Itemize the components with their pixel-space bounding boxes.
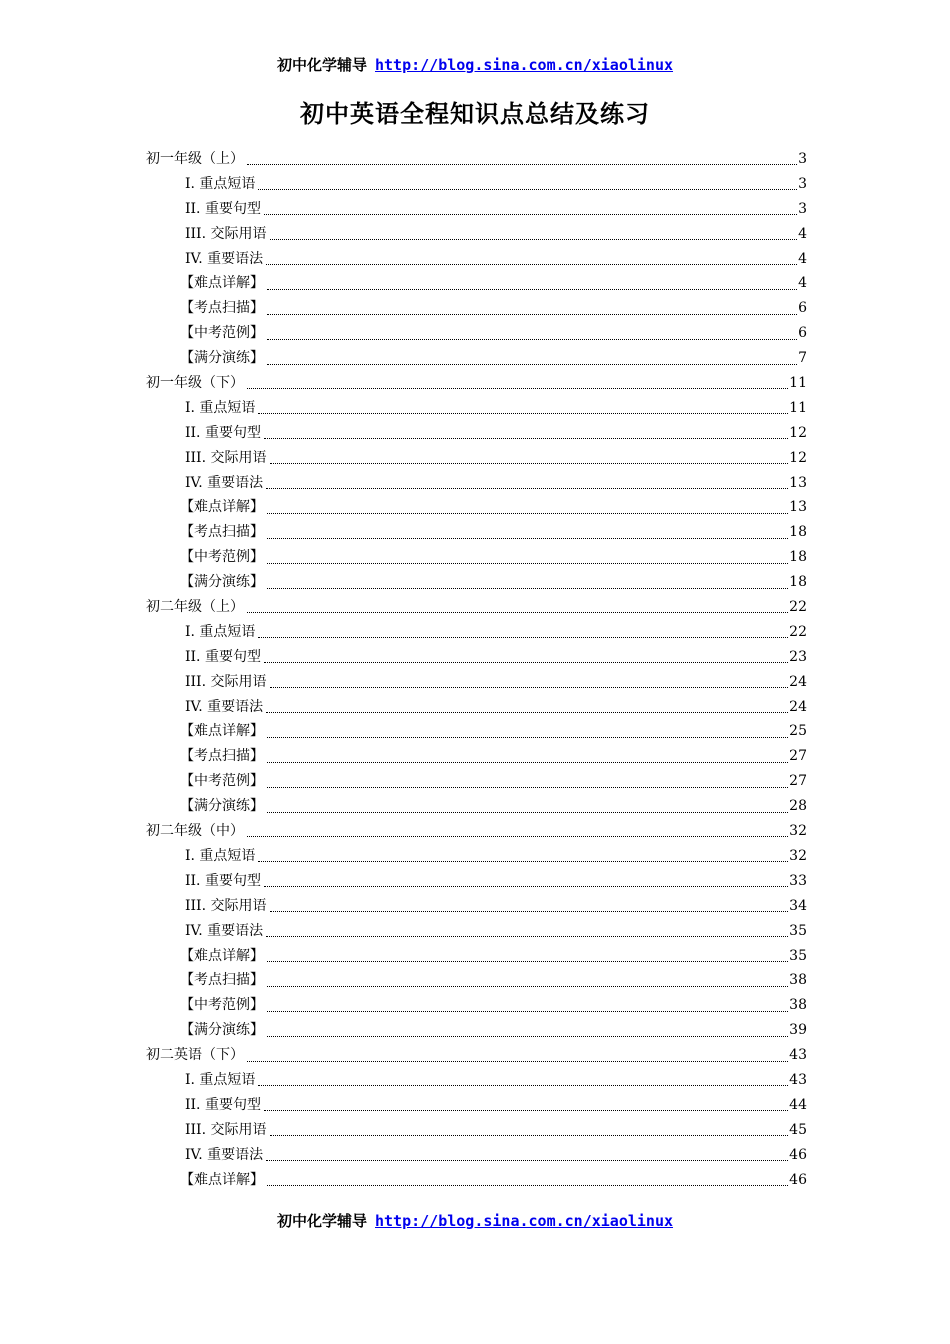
toc-leader-dots bbox=[258, 860, 788, 862]
toc-entry[interactable] bbox=[146, 1093, 807, 1118]
toc-entry-page: 12 bbox=[789, 424, 807, 441]
toc-entry-label: I. 重点短语 bbox=[185, 175, 256, 192]
toc-entry-label: II. 重要句型 bbox=[185, 872, 261, 889]
toc-entry-label: 初二年级（中） bbox=[146, 823, 244, 840]
toc-entry[interactable] bbox=[146, 396, 807, 421]
toc-entry[interactable] bbox=[146, 894, 807, 919]
toc-entry-page: 43 bbox=[789, 1071, 807, 1088]
toc-leader-dots bbox=[267, 537, 788, 539]
toc-entry-label: 【满分演练】 bbox=[180, 1022, 264, 1039]
toc-entry-label: II. 重要句型 bbox=[185, 1096, 261, 1113]
toc-entry-page: 11 bbox=[789, 375, 807, 392]
toc-leader-dots bbox=[264, 885, 788, 887]
toc-entry-label: 初一年级（下） bbox=[146, 375, 244, 392]
toc-entry-page: 32 bbox=[789, 823, 807, 840]
toc-leader-dots bbox=[258, 412, 788, 414]
toc-entry-page: 12 bbox=[789, 449, 807, 466]
toc-leader-dots bbox=[258, 1084, 788, 1086]
toc-entry-label: 【中考范例】 bbox=[180, 773, 264, 790]
toc-entry[interactable] bbox=[146, 197, 807, 222]
toc-entry[interactable] bbox=[146, 520, 807, 545]
toc-entry[interactable] bbox=[146, 222, 807, 247]
toc-entry-page: 11 bbox=[789, 399, 807, 416]
toc-entry-label: II. 重要句型 bbox=[185, 424, 261, 441]
toc-entry[interactable] bbox=[146, 371, 807, 396]
toc-entry-page: 13 bbox=[789, 474, 807, 491]
header-link[interactable]: http://blog.sina.com.cn/xiaolinux bbox=[375, 56, 674, 74]
toc-entry[interactable] bbox=[146, 296, 807, 321]
toc-leader-dots bbox=[267, 960, 788, 962]
toc-entry-page: 23 bbox=[789, 648, 807, 665]
toc-entry-page: 3 bbox=[798, 200, 807, 217]
toc-entry[interactable] bbox=[146, 471, 807, 496]
toc-entry-page: 22 bbox=[789, 623, 807, 640]
toc-entry-page: 3 bbox=[798, 175, 807, 192]
toc-entry[interactable] bbox=[146, 695, 807, 720]
toc-entry[interactable] bbox=[146, 670, 807, 695]
toc-entry-page: 4 bbox=[798, 275, 807, 292]
toc-entry[interactable] bbox=[146, 1143, 807, 1168]
toc-entry-label: 【中考范例】 bbox=[180, 549, 264, 566]
toc-leader-dots bbox=[266, 711, 788, 713]
toc-entry-page: 43 bbox=[789, 1047, 807, 1064]
toc-leader-dots bbox=[266, 935, 788, 937]
toc-leader-dots bbox=[267, 1184, 788, 1186]
toc-entry-label: 【考点扫描】 bbox=[180, 748, 264, 765]
toc-entry-page: 34 bbox=[789, 897, 807, 914]
toc-entry-label: IV. 重要语法 bbox=[185, 698, 264, 715]
toc-entry-page: 38 bbox=[789, 997, 807, 1014]
toc-entry-label: 【难点详解】 bbox=[180, 499, 264, 516]
header-text: 初中化学辅导 bbox=[276, 56, 367, 74]
toc-leader-dots bbox=[247, 835, 788, 837]
toc-entry-page: 18 bbox=[789, 524, 807, 541]
toc-leader-dots bbox=[270, 1134, 789, 1136]
toc-leader-dots bbox=[267, 811, 788, 813]
toc-entry-label: 【满分演练】 bbox=[180, 798, 264, 815]
toc-leader-dots bbox=[267, 786, 788, 788]
toc-entry-page: 22 bbox=[789, 599, 807, 616]
toc-entry[interactable] bbox=[146, 545, 807, 570]
toc-leader-dots bbox=[270, 238, 798, 240]
toc-entry-label: III. 交际用语 bbox=[185, 1121, 267, 1138]
toc-leader-dots bbox=[266, 263, 797, 265]
toc-entry-page: 25 bbox=[789, 723, 807, 740]
toc-entry[interactable] bbox=[146, 719, 807, 744]
toc-entry-page: 44 bbox=[789, 1096, 807, 1113]
page-footer bbox=[0, 1210, 950, 1231]
toc-entry[interactable] bbox=[146, 1118, 807, 1143]
toc-entry-label: 【考点扫描】 bbox=[180, 524, 264, 541]
toc-entry-page: 33 bbox=[789, 872, 807, 889]
toc-entry-page: 4 bbox=[798, 225, 807, 242]
toc-entry-label: III. 交际用语 bbox=[185, 449, 267, 466]
toc-entry-page: 45 bbox=[789, 1121, 807, 1138]
toc-entry-label: I. 重点短语 bbox=[185, 847, 256, 864]
toc-entry-page: 4 bbox=[798, 250, 807, 267]
toc-leader-dots bbox=[247, 611, 788, 613]
toc-leader-dots bbox=[270, 910, 789, 912]
toc-entry-page: 24 bbox=[789, 698, 807, 715]
toc-entry[interactable] bbox=[146, 645, 807, 670]
toc-leader-dots bbox=[267, 288, 797, 290]
toc-entry[interactable] bbox=[146, 446, 807, 471]
toc-leader-dots bbox=[247, 163, 797, 165]
toc-entry-label: 【难点详解】 bbox=[180, 275, 264, 292]
toc-entry[interactable] bbox=[146, 1018, 807, 1043]
toc-entry[interactable] bbox=[146, 247, 807, 272]
toc-entry-label: III. 交际用语 bbox=[185, 225, 267, 242]
toc-entry-page: 38 bbox=[789, 972, 807, 989]
toc-entry-label: IV. 重要语法 bbox=[185, 922, 264, 939]
toc-leader-dots bbox=[267, 512, 788, 514]
toc-entry-label: 【满分演练】 bbox=[180, 574, 264, 591]
toc-entry-label: 初二年级（上） bbox=[146, 599, 244, 616]
toc-entry-page: 28 bbox=[789, 798, 807, 815]
toc-entry[interactable] bbox=[146, 271, 807, 296]
toc-entry-page: 18 bbox=[789, 574, 807, 591]
toc-entry-page: 7 bbox=[798, 350, 807, 367]
toc-leader-dots bbox=[264, 661, 788, 663]
toc-entry-page: 46 bbox=[789, 1146, 807, 1163]
document-title: 初中英语全程知识点总结及练习 bbox=[300, 100, 650, 128]
toc-entry-label: IV. 重要语法 bbox=[185, 250, 264, 267]
toc-entry[interactable] bbox=[146, 1068, 807, 1093]
toc-leader-dots bbox=[270, 686, 789, 688]
toc-entry[interactable] bbox=[146, 147, 807, 172]
toc-entry-label: 【满分演练】 bbox=[180, 350, 264, 367]
toc-entry-label: 初一年级（上） bbox=[146, 151, 244, 167]
table-of-contents bbox=[146, 147, 807, 1192]
toc-leader-dots bbox=[267, 985, 788, 987]
toc-entry[interactable] bbox=[146, 744, 807, 769]
toc-leader-dots bbox=[267, 363, 797, 365]
toc-entry[interactable] bbox=[146, 346, 807, 371]
toc-entry[interactable] bbox=[146, 421, 807, 446]
toc-leader-dots bbox=[247, 387, 788, 389]
toc-entry-page: 18 bbox=[789, 549, 807, 566]
toc-entry-page: 35 bbox=[789, 947, 807, 964]
toc-leader-dots bbox=[270, 462, 789, 464]
toc-leader-dots bbox=[258, 636, 788, 638]
toc-leader-dots bbox=[266, 487, 788, 489]
toc-entry-page: 6 bbox=[798, 300, 807, 317]
toc-entry-label: 【难点详解】 bbox=[180, 1171, 264, 1188]
toc-entry-page: 6 bbox=[798, 325, 807, 342]
toc-leader-dots bbox=[264, 213, 797, 215]
footer-text: 初中化学辅导 bbox=[276, 1212, 367, 1230]
toc-entry-label: 初二英语（下） bbox=[146, 1047, 244, 1064]
toc-leader-dots bbox=[267, 1035, 788, 1037]
toc-entry-page: 13 bbox=[789, 499, 807, 516]
toc-leader-dots bbox=[258, 188, 797, 190]
toc-entry-label: IV. 重要语法 bbox=[185, 1146, 264, 1163]
toc-leader-dots bbox=[267, 338, 797, 340]
toc-entry[interactable] bbox=[146, 844, 807, 869]
toc-entry-label: 【中考范例】 bbox=[180, 325, 264, 342]
toc-entry[interactable] bbox=[146, 869, 807, 894]
toc-entry[interactable] bbox=[146, 769, 807, 794]
toc-entry-page: 39 bbox=[789, 1022, 807, 1039]
toc-leader-dots bbox=[267, 1010, 788, 1012]
toc-leader-dots bbox=[267, 761, 788, 763]
toc-entry-label: II. 重要句型 bbox=[185, 648, 261, 665]
toc-entry-label: 【难点详解】 bbox=[180, 723, 264, 740]
page-header bbox=[0, 54, 950, 75]
toc-entry-label: III. 交际用语 bbox=[185, 673, 267, 690]
toc-entry[interactable] bbox=[146, 595, 807, 620]
toc-entry-label: I. 重点短语 bbox=[185, 399, 256, 416]
toc-entry[interactable] bbox=[146, 993, 807, 1018]
toc-entry-page: 27 bbox=[789, 773, 807, 790]
toc-entry-label: 【考点扫描】 bbox=[180, 972, 264, 989]
toc-entry-page: 46 bbox=[789, 1171, 807, 1188]
toc-leader-dots bbox=[266, 1159, 788, 1161]
toc-entry[interactable] bbox=[146, 1043, 807, 1068]
toc-leader-dots bbox=[267, 562, 788, 564]
toc-leader-dots bbox=[267, 313, 797, 315]
toc-entry-page: 24 bbox=[789, 673, 807, 690]
toc-entry[interactable] bbox=[146, 172, 807, 197]
toc-entry-page: 35 bbox=[789, 922, 807, 939]
toc-leader-dots bbox=[264, 437, 788, 439]
toc-leader-dots bbox=[264, 1109, 788, 1111]
toc-entry[interactable] bbox=[146, 1168, 807, 1193]
toc-entry[interactable] bbox=[146, 944, 807, 969]
toc-entry-page: 32 bbox=[789, 847, 807, 864]
toc-entry[interactable] bbox=[146, 919, 807, 944]
toc-leader-dots bbox=[267, 587, 788, 589]
toc-entry-page: 3 bbox=[798, 151, 807, 167]
toc-leader-dots bbox=[247, 1060, 788, 1062]
toc-entry-page: 27 bbox=[789, 748, 807, 765]
toc-entry-label: II. 重要句型 bbox=[185, 200, 261, 217]
toc-entry-label: IV. 重要语法 bbox=[185, 474, 264, 491]
toc-entry[interactable] bbox=[146, 794, 807, 819]
toc-entry-label: III. 交际用语 bbox=[185, 897, 267, 914]
footer-link[interactable]: http://blog.sina.com.cn/xiaolinux bbox=[375, 1212, 674, 1230]
toc-leader-dots bbox=[267, 736, 788, 738]
toc-entry[interactable] bbox=[146, 495, 807, 520]
toc-entry-label: 【考点扫描】 bbox=[180, 300, 264, 317]
toc-entry[interactable] bbox=[146, 968, 807, 993]
toc-entry-label: I. 重点短语 bbox=[185, 623, 256, 640]
toc-entry[interactable] bbox=[146, 819, 807, 844]
toc-entry[interactable] bbox=[146, 620, 807, 645]
toc-entry[interactable] bbox=[146, 321, 807, 346]
toc-entry[interactable] bbox=[146, 570, 807, 595]
toc-entry-label: I. 重点短语 bbox=[185, 1071, 256, 1088]
toc-entry-label: 【难点详解】 bbox=[180, 947, 264, 964]
toc-entry-label: 【中考范例】 bbox=[180, 997, 264, 1014]
